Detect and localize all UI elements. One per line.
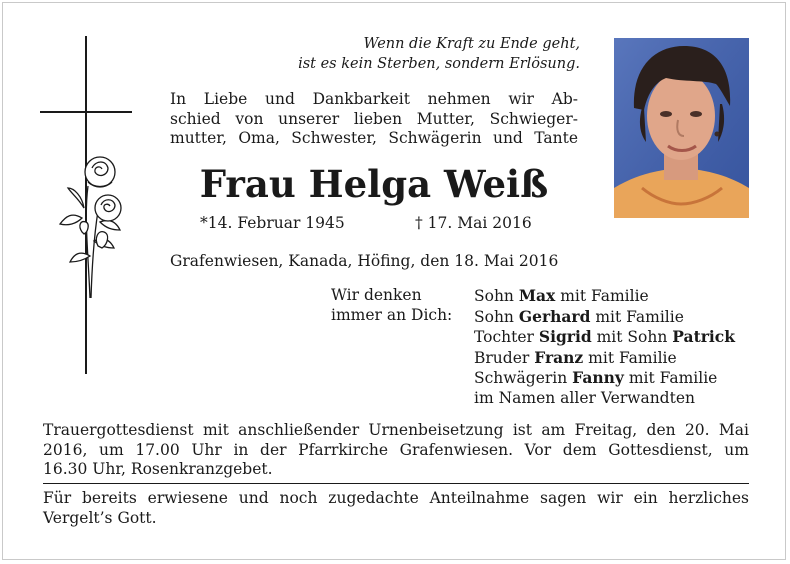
intro-line-3: mutter, Oma, Schwester, Schwägerin und Tante [170, 129, 578, 147]
cross-with-roses-icon [38, 36, 134, 374]
intro-line-2: schied von unserer lieben Mutter, Schwieger- [170, 109, 578, 128]
list-item: im Namen aller Verwandten [474, 388, 695, 407]
intro-line-1: In Liebe und Dankbarkeit nehmen wir Ab- [170, 90, 578, 108]
list-item: Bruder Franz mit Familie [474, 347, 677, 367]
service-line-1: Trauergottesdienst mit anschließender Urnenbeisetzung ist am Freitag, den 20. Mai [43, 421, 749, 439]
list-item: Sohn Gerhard mit Familie [474, 306, 684, 326]
place-date: Grafenwiesen, Kanada, Höfing, den 18. Mai 2016 [170, 252, 559, 270]
intro-text [170, 90, 578, 149]
quote-line-2: ist es kein Sterben, sondern Erlösung. [298, 56, 580, 72]
list-item: Schwägerin Fanny mit Familie [474, 368, 718, 387]
birth-date: *14. Februar 1945 [200, 214, 345, 232]
thanks-line-1: Für bereits erwiesene und noch zugedachte Anteilnahme sagen wir ein herzliches [43, 489, 749, 507]
thanks-line-2: Vergelt’s Gott. [43, 508, 157, 527]
deceased-name: Frau Helga Weiß [199, 162, 549, 206]
mourners-label-line-1: Wir denken [331, 286, 422, 304]
memorial-quote [180, 34, 580, 74]
service-info [43, 421, 749, 480]
mourners-label [331, 286, 452, 325]
death-date: † 17. Mai 2016 [415, 214, 532, 232]
quote-line-1: Wenn die Kraft zu Ende geht, [363, 36, 580, 52]
service-line-3: 16.30 Uhr, Rosenkranzgebet. [43, 460, 273, 478]
portrait-photo [614, 38, 749, 218]
list-item: Sohn Max mit Familie [474, 286, 649, 305]
service-line-2: 2016, um 17.00 Uhr in der Pfarrkirche Grafenwiesen. Vor dem Gottesdienst, um [43, 440, 749, 459]
divider [43, 483, 749, 484]
mourners-label-line-2: immer an Dich: [331, 305, 453, 324]
mourners-list [474, 286, 735, 408]
thanks-text [43, 489, 749, 528]
list-item: Tochter Sigrid mit Sohn Patrick [474, 327, 735, 346]
